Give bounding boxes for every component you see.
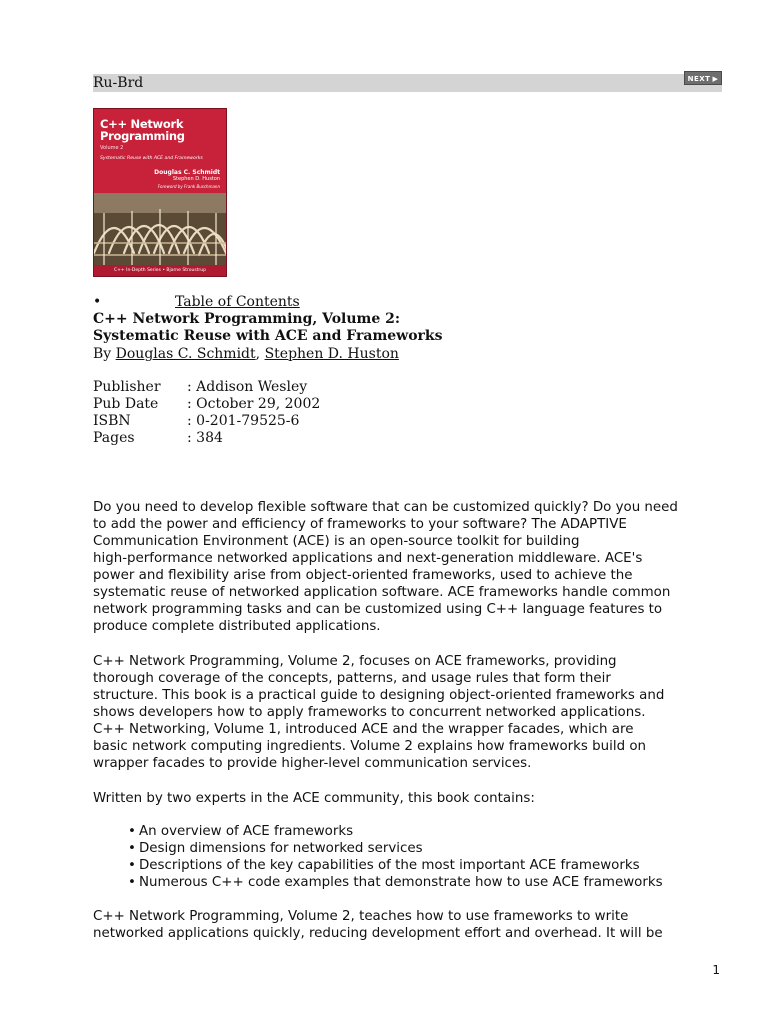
paragraph-line: Communication Environment (ACE) is an open-source toolkit for building	[93, 534, 580, 549]
cover-subtitle: Systematic Reuse with ACE and Frameworks	[100, 156, 203, 161]
book-title-line: C++ Network Programming, Volume 2:	[93, 311, 401, 327]
next-button[interactable]	[684, 71, 722, 85]
paragraph-line: systematic reuse of networked application software. ACE frameworks handle common	[93, 585, 671, 600]
paragraph-line: network programming tasks and can be customized using C++ language features to	[93, 602, 663, 617]
paragraph-line: thorough coverage of the concepts, patterns, and usage rules that form their	[93, 671, 611, 686]
play-arrow-icon: ▶	[712, 75, 719, 83]
book-title-line: Systematic Reuse with ACE and Frameworks	[93, 328, 443, 344]
author-link-schmidt[interactable]: Douglas C. Schmidt	[115, 346, 256, 362]
cover-title	[100, 118, 185, 142]
paragraph-line: to add the power and efficiency of frameworks to your software? The ADAPTIVE	[93, 517, 627, 532]
meta-row	[93, 396, 320, 413]
list-item: • Descriptions of the key capabilities of the most important ACE frameworks	[128, 857, 663, 874]
meta-value: : 384	[187, 430, 223, 446]
meta-value: : Addison Wesley	[187, 379, 308, 395]
site-title: Ru-Brd	[93, 75, 144, 91]
description-paragraph	[93, 908, 723, 942]
meta-key: Pages	[93, 430, 135, 446]
list-item: • Numerous C++ code examples that demonstrate how to use ACE frameworks	[128, 874, 663, 891]
paragraph-line: shows developers how to apply frameworks to concurrent networked applications.	[93, 705, 646, 720]
page-number: 1	[712, 963, 720, 977]
cover-artwork	[94, 193, 226, 265]
book-cover	[93, 108, 227, 277]
cover-title-line: Programming	[100, 129, 185, 143]
byline-separator: ,	[255, 346, 265, 362]
meta-row	[93, 413, 320, 430]
meta-row	[93, 379, 320, 396]
paragraph-line: networked applications quickly, reducing development effort and overhead. It will be	[93, 926, 663, 941]
cover-author: Douglas C. Schmidt	[154, 169, 220, 176]
paragraph-line: high-performance networked applications and next-generation middleware. ACE's	[93, 551, 643, 566]
byline-prefix: By	[93, 346, 116, 362]
paragraph-line: wrapper facades to provide higher-level communication services.	[93, 756, 532, 771]
byline	[93, 346, 399, 363]
meta-key: ISBN	[93, 413, 131, 429]
list-item: • Design dimensions for networked services	[128, 840, 663, 857]
cover-volume: Volume 2	[100, 145, 124, 151]
toc-bullet: •	[93, 294, 102, 310]
meta-key: Publisher	[93, 379, 161, 395]
meta-key: Pub Date	[93, 396, 159, 412]
cover-foreword: Foreword by Frank Buschmann	[157, 184, 220, 189]
description-paragraph: Written by two experts in the ACE community, this book contains:	[93, 791, 535, 806]
next-label: NEXT	[687, 75, 711, 83]
top-bar	[93, 74, 722, 92]
paragraph-line: produce complete distributed applications.	[93, 619, 381, 634]
meta-value: : October 29, 2002	[187, 396, 321, 412]
cover-series: C++ In-Depth Series • Bjarne Stroustrup	[94, 265, 226, 276]
list-item: • An overview of ACE frameworks	[128, 823, 663, 840]
paragraph-line: basic network computing ingredients. Volume 2 explains how frameworks build on	[93, 739, 647, 754]
cover-author: Stephen D. Huston	[172, 176, 220, 182]
paragraph-line: structure. This book is a practical guide to designing object-oriented frameworks and	[93, 688, 665, 703]
table-of-contents-link[interactable]: Table of Contents	[175, 294, 300, 310]
paragraph-line: power and flexibility arise from object-oriented frameworks, used to achieve the	[93, 568, 633, 583]
description-paragraph	[93, 653, 723, 772]
feature-list	[128, 823, 663, 891]
paragraph-line: C++ Network Programming, Volume 2, teaches how to use frameworks to write	[93, 909, 629, 924]
paragraph-line: C++ Networking, Volume 1, introduced ACE and the wrapper facades, which are	[93, 722, 634, 737]
book-title	[93, 311, 713, 345]
description-paragraph	[93, 499, 723, 635]
meta-row	[93, 430, 320, 447]
meta-value: : 0-201-79525-6	[187, 413, 300, 429]
paragraph-line: Do you need to develop flexible software that can be customized quickly? Do you need	[93, 500, 678, 515]
publication-details	[93, 379, 320, 447]
cover-authors	[154, 169, 220, 190]
cover-title-line: C++ Network	[100, 117, 184, 131]
paragraph-line: C++ Network Programming, Volume 2, focuses on ACE frameworks, providing	[93, 654, 617, 669]
author-link-huston[interactable]: Stephen D. Huston	[264, 346, 399, 362]
